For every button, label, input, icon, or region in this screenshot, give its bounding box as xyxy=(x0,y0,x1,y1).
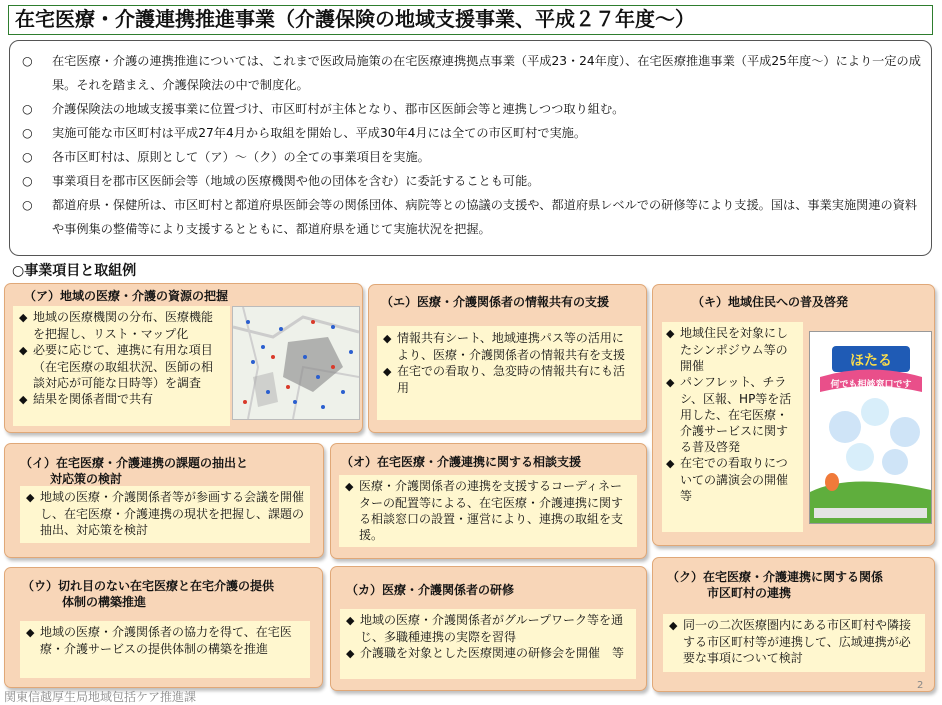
card-e-title: （エ）医療・介護関係者の情報共有の支援 xyxy=(381,295,610,309)
item-text: 在宅での看取りについての講演会の開催等 xyxy=(680,456,789,503)
list-item xyxy=(666,374,799,455)
list-item xyxy=(19,309,224,342)
summary-item xyxy=(22,121,921,145)
card-u-title-line2: 体制の構築推進 xyxy=(62,595,147,609)
diamond-icon: ◆ xyxy=(26,491,35,504)
diamond-icon: ◆ xyxy=(666,457,675,470)
card-o-title: （オ）在宅医療・介護連携に関する相談支援 xyxy=(341,455,582,469)
card-i-title-line1: （イ）在宅医療・介護連携の課題の抽出と xyxy=(20,456,249,470)
list-item xyxy=(669,617,919,666)
card-u-title xyxy=(22,578,274,610)
item-text: 情報共有シート、地域連携パス等の活用により、医療・介護関係者の情報共有を支援 xyxy=(397,331,626,362)
diamond-icon: ◆ xyxy=(346,614,355,627)
list-item xyxy=(346,612,630,645)
list-item xyxy=(19,391,224,408)
summary-text: 介護保険法の地域支援事業に位置づけ、市区町村が主体となり、郡市区医師会等と連携しつつ取り組む。 xyxy=(52,102,625,116)
item-text: 結果を関係者間で共有 xyxy=(33,392,154,406)
diamond-icon: ◆ xyxy=(666,327,675,340)
summary-item xyxy=(22,97,921,121)
card-ku-body xyxy=(663,614,925,672)
resource-map-image xyxy=(232,306,360,420)
summary-text: 各市区町村は、原則として（ア）～（ク）の全ての事業項目を実施。 xyxy=(52,150,430,164)
card-a-title: （ア）地域の医療・介護の資源の把握 xyxy=(24,289,229,303)
card-a-body xyxy=(13,306,230,426)
diamond-icon: ◆ xyxy=(666,376,675,389)
item-text: 必要に応じて、連携に有用な項目（在宅医療の取組状況、医師の相談対応が可能な日時等）を調査 xyxy=(33,343,214,390)
summary-item xyxy=(22,169,921,193)
circle-bullet: ○ xyxy=(22,198,33,212)
list-item xyxy=(346,645,630,662)
list-item xyxy=(383,363,635,396)
diamond-icon: ◆ xyxy=(669,619,678,632)
map-graphic xyxy=(233,307,359,419)
page-number: 2 xyxy=(917,680,924,691)
card-i-title-line2: 対応策の検討 xyxy=(50,472,123,486)
circle-bullet: ○ xyxy=(22,150,33,164)
card-i-title xyxy=(20,455,248,487)
footer-credit: 関東信越厚生局地域包括ケア推進課 xyxy=(4,690,197,704)
item-text: 同一の二次医療圏内にある市区町村や隣接する市区町村等が連携して、広域連携が必要な事項について検討 xyxy=(683,618,912,665)
diamond-icon: ◆ xyxy=(19,393,28,406)
card-e-body xyxy=(377,326,641,420)
card-ki-title: （キ）地域住民への普及啓発 xyxy=(692,295,849,309)
card-ki-body xyxy=(662,322,803,532)
section-heading: ○事業項目と取組例 xyxy=(12,263,137,279)
card-u-body xyxy=(20,621,310,678)
summary-item xyxy=(22,193,921,241)
list-item xyxy=(26,489,304,538)
circle-bullet: ○ xyxy=(22,126,33,140)
item-text: 介護職を対象とした医療関連の研修会を開催 等 xyxy=(360,646,625,660)
item-text: 地域の医療機関の分布、医療機能を把握し、リスト・マップ化 xyxy=(33,310,214,341)
card-ka-body xyxy=(340,609,636,679)
circle-bullet: ○ xyxy=(22,102,33,116)
summary-text: 都道府県・保健所は、市区町村と都道府県医師会等の関係団体、病院等との協議の支援や、都道府県レベルでの研修等により支援。国は、事業実施関連の資料や事例集の整備等により支援するとともに、都道府県を通じて実施状況を把握。 xyxy=(52,198,918,236)
pamphlet-headline: ほたる xyxy=(850,353,892,369)
list-item xyxy=(666,325,799,374)
summary-text: 実施可能な市区町村は平成27年4月から取組を開始し、平成30年4月には全ての市区町村で実施。 xyxy=(52,126,587,140)
pamphlet-image xyxy=(809,331,932,524)
summary-text: 在宅医療・介護の連携推進については、これまで医政局施策の在宅医療連携拠点事業（平成23・24年度）、在宅医療推進事業（平成25年度～）により一定の成果。それを踏まえ、介護保険法の中で制度化。 xyxy=(52,54,921,92)
item-text: 地域の医療・介護関係者等が参画する会議を開催し、在宅医療・介護連携の現状を把握し、課題の抽出、対応策を検討 xyxy=(40,490,305,537)
page-title: 在宅医療・介護連携推進事業（介護保険の地域支援事業、平成２７年度～） xyxy=(8,5,933,35)
diamond-icon: ◆ xyxy=(26,626,35,639)
summary-box xyxy=(9,40,932,256)
card-i-body xyxy=(20,486,310,543)
diamond-icon: ◆ xyxy=(346,647,355,660)
list-item xyxy=(345,478,631,543)
pamphlet-banner: 何でも相談窓口です xyxy=(830,380,912,390)
summary-text: 事業項目を郡市区医師会等（地域の医療機関や他の団体を含む）に委託することも可能。 xyxy=(52,174,540,188)
pamphlet-graphic xyxy=(810,332,931,523)
card-ka-title: （カ）医療・介護関係者の研修 xyxy=(346,583,515,597)
circle-bullet: ○ xyxy=(22,54,33,68)
item-text: 地域の医療・介護関係者がグループワーク等を通じ、多職種連携の実際を習得 xyxy=(360,613,624,644)
card-ku-title-line1: （ク）在宅医療・介護連携に関する関係 xyxy=(667,570,884,584)
diamond-icon: ◆ xyxy=(383,365,392,378)
diamond-icon: ◆ xyxy=(19,344,28,357)
list-item xyxy=(26,624,304,657)
card-u-title-line1: （ウ）切れ目のない在宅医療と在宅介護の提供 xyxy=(22,579,275,593)
circle-bullet: ○ xyxy=(22,174,33,188)
diamond-icon: ◆ xyxy=(383,332,392,345)
card-ku-title-line2: 市区町村の連携 xyxy=(707,586,792,600)
item-text: パンフレット、チラシ、区報、HP等を活用した、在宅医療・介護サービスに関する普及啓発 xyxy=(680,375,792,454)
item-text: 地域の医療・介護関係者の協力を得て、在宅医療・介護サービスの提供体制の構築を推進 xyxy=(40,625,292,656)
item-text: 在宅での看取り、急変時の情報共有にも活用 xyxy=(397,364,626,395)
list-item xyxy=(666,455,799,504)
list-item xyxy=(19,342,224,391)
diamond-icon: ◆ xyxy=(345,480,354,493)
summary-item xyxy=(22,145,921,169)
card-o-body xyxy=(339,475,637,547)
item-text: 医療・介護関係者の連携を支援するコーディネーターの配置等による、在宅医療・介護連携に関する相談窓口の設置・運営により、連携の取組を支援。 xyxy=(359,479,624,542)
card-ku-title xyxy=(667,569,883,601)
summary-list xyxy=(22,49,921,241)
diamond-icon: ◆ xyxy=(19,311,28,324)
summary-item xyxy=(22,49,921,97)
list-item xyxy=(383,330,635,363)
item-text: 地域住民を対象にしたシンポジウム等の開催 xyxy=(680,326,789,373)
